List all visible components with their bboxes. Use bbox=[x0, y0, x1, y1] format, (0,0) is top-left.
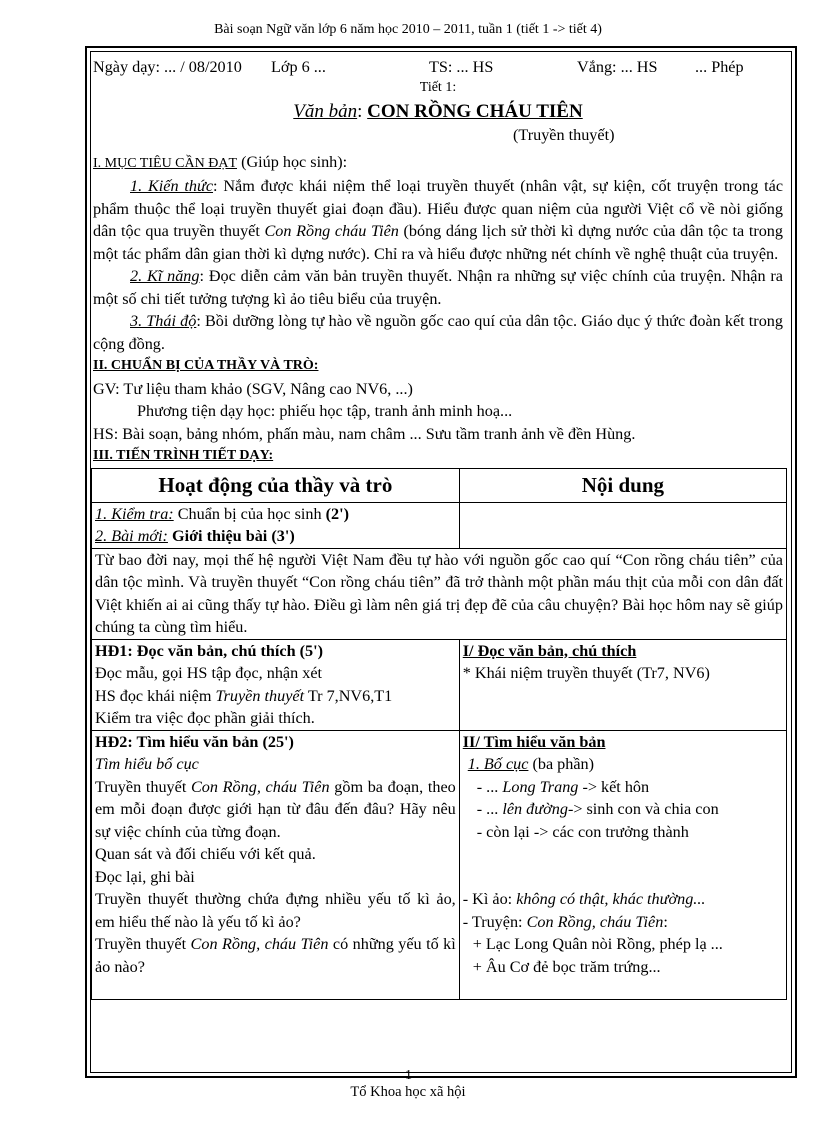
table-row bbox=[92, 502, 787, 548]
spacer bbox=[463, 843, 783, 888]
structure-item bbox=[463, 798, 783, 821]
structure-item-text: - ... bbox=[476, 777, 503, 796]
new-lesson-text: Giới thiệu bài (3') bbox=[167, 527, 295, 545]
page-footer: Tổ Khoa học xã hội bbox=[350, 1084, 466, 1100]
header-content: Nội dung bbox=[459, 468, 786, 502]
lesson-genre: (Truyền thuyết) bbox=[513, 126, 615, 144]
check-time: (2') bbox=[325, 504, 350, 523]
lesson-title: CON RỒNG CHÁU TIÊN bbox=[367, 101, 583, 122]
section-procedure-heading: III. TIẾN TRÌNH TIẾT DẠY: bbox=[93, 448, 274, 463]
hd1-text: Tr 7,NV6,T1 bbox=[304, 686, 393, 705]
table-row bbox=[92, 639, 787, 730]
check-label: 1. Kiểm tra: bbox=[95, 504, 174, 523]
lesson-info-row bbox=[93, 56, 783, 79]
attitude-paragraph bbox=[93, 310, 783, 355]
structure-label: 1. Bố cục bbox=[467, 755, 529, 773]
fantasy-italic: không có thật, khác thường... bbox=[516, 890, 706, 908]
objectives-title: I. MỤC TIÊU CẦN ĐẠT bbox=[93, 155, 238, 171]
structure-item bbox=[463, 776, 783, 799]
structure-text: (ba phần) bbox=[528, 755, 595, 773]
lesson-period: Tiết 1: bbox=[419, 79, 457, 95]
new-lesson-line bbox=[95, 525, 456, 548]
table-row bbox=[92, 730, 787, 999]
structure-item-italic: lên đường bbox=[502, 800, 568, 818]
hd2-text-italic: Con Rồng, cháu Tiên bbox=[191, 777, 330, 796]
skills-text: : Đọc diễn cảm văn bản truyền thuyết. Nhận ra những sự việc chính của truyện. Nhận ra một số chi tiết tưởng tượng kì ảo tiêu biểu của truyện. bbox=[93, 267, 783, 308]
content1-cell bbox=[459, 639, 786, 730]
lesson-content bbox=[93, 56, 783, 1000]
section-preparation-heading: II. CHUẨN BỊ CỦA THẦY VÀ TRÒ: bbox=[93, 358, 319, 373]
check-content-cell bbox=[459, 502, 786, 548]
lesson-table bbox=[91, 468, 787, 1000]
hd1-cell bbox=[92, 639, 460, 730]
fantasy-line bbox=[463, 911, 783, 934]
intro-cell: Từ bao đời nay, mọi thế hệ người Việt Nam đều tự hào với nguồn gốc cao quí “Con rồng cháu tiên” của dân tộc mình. Và truyền thuyết “Con rồng cháu tiên” đã trở thành một phần máu thịt của mỗi con dân đất Việt khiến ai ai cũng thấy tự hào. Điều gì làm nên giá trị đẹp đẽ của câu chuyện? Bài học hôm nay sẽ giúp chúng ta cùng tìm hiểu. bbox=[92, 548, 787, 639]
hd2-cell bbox=[92, 730, 460, 999]
permit-info: ... Phép bbox=[695, 58, 744, 76]
content1-title: I/ Đọc văn bản, chú thích bbox=[462, 641, 637, 660]
hd2-text: gồm ba đoạn, theo em mỗi đoạn được giới hạn từ đâu đến đâu? Hãy nêu sự việc chính của từng đoạn. bbox=[95, 777, 456, 841]
hd2-line: Đọc lại, ghi bài bbox=[95, 867, 195, 886]
section-objectives-heading bbox=[93, 151, 783, 176]
knowledge-text-italic: Con Rồng cháu Tiên bbox=[264, 222, 399, 240]
hd1-line: Đọc mẫu, gọi HS tập đọc, nhận xét bbox=[95, 664, 323, 682]
hd2-text: có những yếu tố kì ảo nào? bbox=[95, 935, 456, 976]
class-info: Lớp 6 ... bbox=[271, 58, 326, 76]
hd1-text-italic: Truyền thuyết bbox=[215, 686, 305, 705]
hd1-text: HS đọc khái niệm bbox=[95, 686, 216, 705]
page-frame bbox=[85, 46, 797, 1078]
hd2-question bbox=[95, 776, 456, 844]
table-row bbox=[92, 548, 787, 639]
content2-title: II/ Tìm hiểu văn bản bbox=[462, 732, 606, 751]
fantasy-italic: Con Rồng, cháu Tiên bbox=[526, 912, 664, 931]
fantasy-text: - Kì ảo: bbox=[462, 890, 517, 908]
check-text: Chuẩn bị của học sinh bbox=[173, 504, 326, 523]
title-colon: : bbox=[357, 101, 363, 122]
hd2-text-italic: Con Rồng, cháu Tiên bbox=[190, 935, 329, 953]
page-number: 1 bbox=[405, 1068, 412, 1083]
structure-item-italic: Long Trang bbox=[502, 777, 579, 796]
hd2-title: HĐ2: Tìm hiểu văn bản (25') bbox=[95, 732, 294, 751]
fantasy-item: + Lạc Long Quân nòi Rồng, phép lạ ... bbox=[472, 935, 723, 953]
check-line bbox=[95, 503, 456, 526]
structure-item: - còn lại -> các con trưởng thành bbox=[476, 822, 689, 841]
skills-label: 2. Kĩ năng bbox=[130, 267, 200, 285]
lesson-title-line bbox=[93, 99, 783, 125]
knowledge-paragraph bbox=[93, 175, 783, 265]
teaching-aids: Phương tiện dạy học: phiếu học tập, tranh ảnh minh hoạ... bbox=[137, 402, 513, 420]
hd1-line bbox=[95, 685, 456, 708]
check-cell bbox=[92, 502, 460, 548]
objectives-suffix: (Giúp học sinh): bbox=[237, 152, 348, 171]
new-lesson-label: 2. Bài mới: bbox=[95, 527, 168, 545]
content1-line: * Khái niệm truyền thuyết (Tr7, NV6) bbox=[462, 664, 710, 682]
hd1-title: HĐ1: Đọc văn bản, chú thích (5') bbox=[95, 641, 323, 660]
knowledge-text-b: (bóng dáng lịch sử thời kì dựng nước của dân tộc ta trong một tác phẩm dân gian thời kì dựng nước). Chỉ ra và hiểu được những nét chính về nghệ thuật của truyện. bbox=[93, 222, 783, 263]
fantasy-item: + Âu Cơ đẻ bọc trăm trứng... bbox=[472, 957, 661, 976]
student-prep: HS: Bài soạn, bảng nhóm, phấn màu, nam châm ... Sưu tầm tranh ảnh về đền Hùng. bbox=[93, 424, 636, 443]
attitude-text: : Bồi dưỡng lòng tự hào về nguồn gốc cao quí của dân tộc. Giáo dục ý thức đoàn kết trong cộng đồng. bbox=[93, 312, 783, 353]
total-students-info: TS: ... HS bbox=[429, 58, 494, 76]
fantasy-line bbox=[463, 888, 783, 911]
teacher-prep: GV: Tư liệu tham khảo (SGV, Nâng cao NV6, ...) bbox=[93, 379, 413, 398]
fantasy-text: - Truyện: bbox=[462, 912, 527, 931]
structure-line bbox=[463, 753, 783, 776]
structure-item-text: -> sinh con và chia con bbox=[567, 800, 719, 818]
hd2-text: Truyền thuyết bbox=[95, 777, 191, 796]
table-header-row bbox=[92, 468, 787, 502]
hd2-line: Quan sát và đối chiếu với kết quả. bbox=[95, 845, 316, 863]
attitude-label: 3. Thái độ bbox=[130, 312, 197, 330]
hd2-question bbox=[95, 933, 456, 978]
hd1-line: Kiểm tra việc đọc phần giải thích. bbox=[95, 709, 315, 727]
date-info: Ngày dạy: ... / 08/2010 bbox=[93, 58, 242, 76]
hd2-question: Truyền thuyết thường chứa đựng nhiều yếu tố kì ảo, em hiểu thế nào là yếu tố kì ảo? bbox=[95, 890, 456, 931]
header-activities: Hoạt động của thầy và trò bbox=[92, 468, 460, 502]
hd2-text: Truyền thuyết bbox=[95, 935, 191, 953]
structure-item-text: -> kết hôn bbox=[578, 777, 650, 796]
fantasy-text: : bbox=[663, 912, 668, 931]
knowledge-text-a: : Nắm được khái niệm thể loại truyền thuyết (nhân vật, sự kiện, cốt truyện trong tác phẩm thuộc thể loại truyền thuyết giai đoạn đầu). Hiểu được quan niệm của người Việt cổ về nòi giống dân tộc qua truyền thuyết bbox=[93, 177, 783, 240]
hd2-structure: Tìm hiểu bố cục bbox=[95, 755, 199, 773]
knowledge-label: 1. Kiến thức bbox=[130, 177, 214, 195]
structure-item-text: - ... bbox=[476, 800, 503, 818]
skills-paragraph bbox=[93, 265, 783, 310]
content2-cell bbox=[459, 730, 786, 999]
text-label: Văn bản bbox=[293, 101, 358, 122]
absent-info: Vắng: ... HS bbox=[577, 58, 658, 76]
page-header: Bài soạn Ngữ văn lớp 6 năm học 2010 – 2011, tuần 1 (tiết 1 -> tiết 4) bbox=[214, 22, 602, 37]
